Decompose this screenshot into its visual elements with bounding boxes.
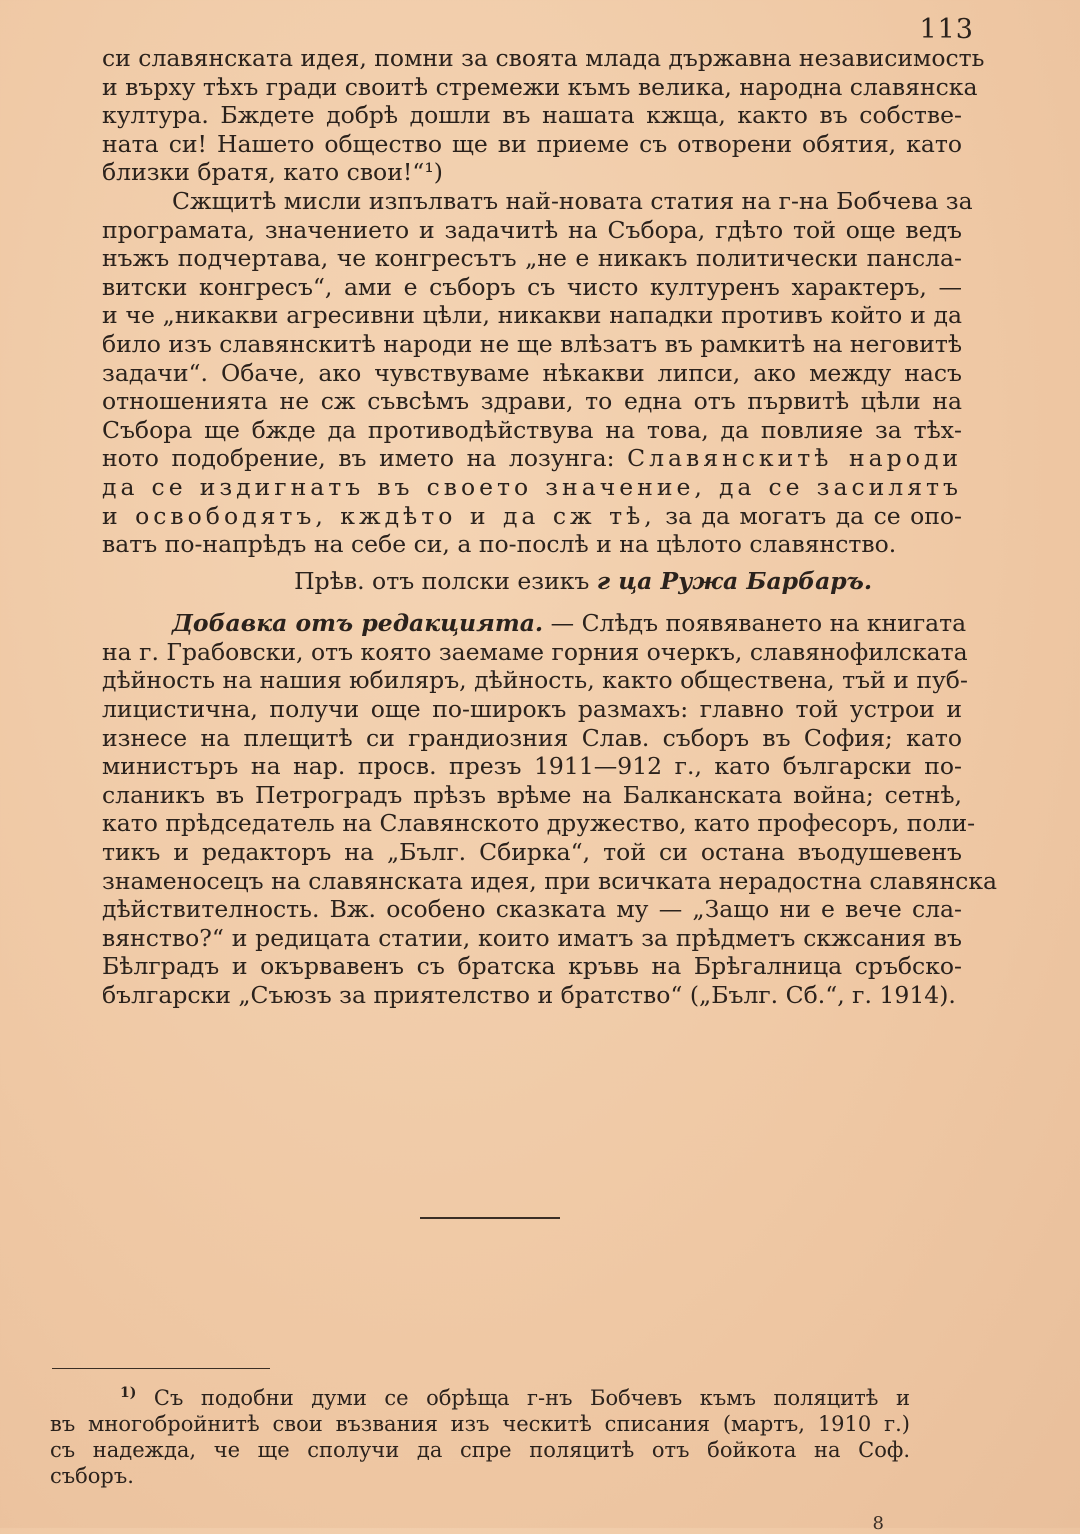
text-line: ватъ по-напрѣдъ на себе си, а по-послѣ и на цѣлото славянство.: [102, 530, 897, 559]
footnote: [50, 1380, 910, 1489]
section-divider: [420, 1217, 560, 1219]
text-line: Бѣлградъ и окървавенъ съ братска кръвь на Брѣгалница сръбско-: [102, 952, 962, 981]
slogan-line: и освободятъ, кждѣто и да сж тѣ,: [102, 501, 656, 530]
addendum-heading: Добавка отъ редакцията.: [172, 609, 544, 638]
text-line: дѣйность на нашия юбиляръ, дѣйность, както обществена, тъй и пуб-: [102, 666, 968, 695]
text-line: близки братя, като свои!“¹): [102, 158, 443, 187]
text-line: [50, 1380, 910, 1411]
text-line: въ многобройнитѣ свои възвания изъ ческитѣ списания (мартъ, 1910 г.): [50, 1412, 910, 1436]
editorial-addendum: [102, 609, 998, 1009]
translator-label: Прѣв. отъ полски езикъ: [294, 566, 590, 595]
text-line: [102, 609, 967, 638]
text-line: български „Съюзъ за приятелство и братство“ („Бълг. Сб.“, г. 1914).: [102, 981, 956, 1009]
text-line: отношенията не сж съвсѣмъ здрави, то една отъ първитѣ цѣли на: [102, 387, 962, 416]
text-line: задачи“. Обаче, ако чувствуваме нѣкакви липси, ако между насъ: [102, 358, 962, 387]
text-fragment: за да могатъ да се опо-: [665, 501, 962, 530]
translator-credit: [102, 567, 962, 596]
text-line: като прѣдседатель на Славянското дружество, като професоръ, поли-: [102, 809, 976, 838]
text-line: изнесе на плещитѣ си грандиозния Слав. съборъ въ София; като: [102, 723, 962, 752]
text-line: [102, 444, 962, 473]
footnote-rule: [52, 1368, 270, 1369]
text-line: на г. Грабовски, отъ която заемаме горния очеркъ, славянофилската: [102, 637, 968, 666]
text-line: култура. Бждете добрѣ дошли въ нашата кжща, както въ собстве-: [102, 101, 962, 130]
text-line: нъжъ подчертава, че конгресътъ „не е никакъ политически панслa-: [102, 244, 962, 273]
text-line: тикъ и редакторъ на „Бълг. Сбирка“, той си остана въодушевенъ: [102, 838, 962, 867]
page-number: 113: [919, 14, 974, 45]
text-line: Сжщитѣ мисли изпълватъ най-новата статия на г-на Бобчева за: [172, 186, 973, 215]
text-line: сланикъ въ Петроградъ прѣзъ врѣме на Балканската война; сетнѣ,: [102, 780, 962, 809]
text-line: програмата, значението и задачитѣ на Събора, гдѣто той още ведъ: [102, 215, 962, 244]
text-fragment: — Слѣдъ появяването на книгата: [550, 609, 967, 638]
signature-mark: 8: [872, 1513, 884, 1534]
slogan-line: да се издигнатъ въ своето значение, да се засилятъ: [102, 472, 962, 501]
text-line: съборъ.: [50, 1464, 134, 1488]
text-line: било изъ славянскитѣ народи не ще влѣзатъ въ рамкитѣ на неговитѣ: [102, 329, 962, 358]
footnote-marker: 1): [120, 1385, 137, 1401]
text-line: съ надежда, че ще сполучи да спре поляцитѣ отъ бойкота на Соф.: [50, 1438, 910, 1462]
text-line: ната си! Нашето общество ще ви приеме съ отворени обятия, като: [102, 129, 962, 158]
text-line: дѣйствителность. Вж. особено сказката му — „Защо ни е вече сла-: [102, 895, 962, 924]
translator-name: г ца Ружа Барбаръ.: [596, 566, 872, 595]
main-text: [102, 44, 998, 1010]
slogan-text: Славянскитѣ народи: [627, 444, 962, 473]
paragraph-2: [102, 186, 973, 559]
text-line: и върху тѣхъ гради своитѣ стремежи къмъ велика, народна славянска: [102, 72, 978, 101]
text-line: си славянската идея, помни за своята млада държавна независимость: [102, 44, 985, 72]
text-line: лицистична, получи още по-широкъ размахъ: главно той устрои и: [102, 695, 962, 724]
paragraph-1: [102, 44, 985, 187]
text-fragment: Съ подобни думи се обрѣща г-нъ Бобчевъ къмъ поляцитѣ и: [153, 1386, 910, 1410]
text-line: Събора ще бжде да противодѣйствува на това, да повлияе за тѣх-: [102, 415, 962, 444]
text-fragment: ното подобрение, въ името на лозунга:: [102, 444, 615, 473]
text-line: министъръ на нар. просв. презъ 1911—912 г., като български по-: [102, 752, 962, 781]
text-line: и че „никакви агресивни цѣли, никакви нападки противъ който и да: [102, 301, 962, 330]
text-line: [102, 502, 962, 531]
text-line: вянство?“ и редицата статии, които иматъ за прѣдметъ скжсания въ: [102, 923, 962, 952]
text-line: знаменосецъ на славянската идея, при всичката нерадостна славянска: [102, 866, 998, 895]
text-line: витски конгресъ“, ами е съборъ съ чисто културенъ характеръ, —: [102, 272, 962, 301]
